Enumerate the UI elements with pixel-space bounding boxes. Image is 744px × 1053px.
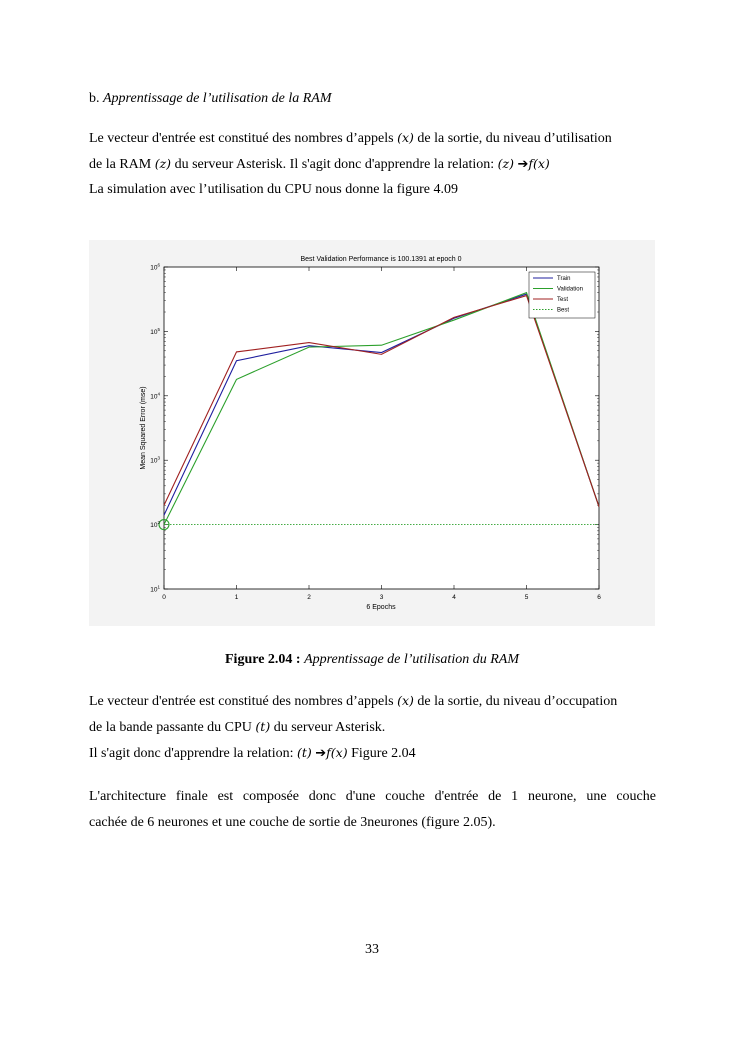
chart-title: Best Validation Performance is 100.1391 at epoch 0 [300,256,462,263]
y-tick-label: $10^3$ [150,455,160,465]
y-tick-label: $10^2$ [150,520,160,530]
variable-t: (t) [255,719,271,734]
relation-lhs: (z) [497,156,514,171]
relation-rhs: f(x) [326,745,348,760]
page-number: 33 [365,942,379,957]
arrow-icon: ➔ [315,746,327,761]
x-tick-label: 5 [524,594,529,601]
paragraph2-line1-start: Le vecteur d'entrée est constitué des nombres d’appels [89,694,394,709]
paragraph2-line3 [89,741,416,766]
x-tick-label: 4 [452,594,456,601]
paragraph2-line1 [89,689,617,714]
paragraph1-line2-start: de la RAM [89,157,152,172]
y-tick-label: $10^4$ [150,391,160,401]
variable-z: (z) [154,156,172,171]
x-tick-label: 6 [597,594,601,601]
paragraph1-line3: La simulation avec l’utilisation du CPU nous donne la figure 4.09 [89,182,458,197]
y-axis-label: Mean Squared Error (mse) [140,386,147,470]
paragraph2-line2-end: du serveur Asterisk. [273,720,386,735]
x-tick-label: 0 [162,594,166,601]
x-axis-label: 6 Epochs [366,604,396,611]
paragraph1-line1 [89,126,612,151]
legend [529,272,595,318]
section-heading [89,87,332,111]
y-tick-label: $10^1$ [150,584,160,594]
paragraph2-line2-start: de la bande passante du CPU [89,720,252,735]
performance-chart [89,240,655,626]
legend-label: Train [557,276,571,282]
paragraph3-line2: cachée de 6 neurones et une couche de sortie de 3neurones (figure 2.05). [89,815,496,830]
arrow-icon: ➔ [517,157,529,172]
caption-label: Figure 2.04 : [225,652,301,667]
relation-rhs: f(x) [528,156,550,171]
section-letter: b. [89,91,100,106]
paragraph1-line1-start: Le vecteur d'entrée est constitué des nombres d’appels [89,131,394,146]
paragraph2-line1-end: de la sortie, du niveau d’occupation [417,694,618,709]
relation-lhs: (t) [296,745,312,760]
legend-label: Best [557,307,570,314]
variable-x: (x) [397,130,414,145]
paragraph2-line3-start: Il s'agit donc d'apprendre la relation: [89,746,294,761]
paragraph1-line1-end: de la sortie, du niveau d’utilisation [417,131,612,146]
legend-label: Validation [557,286,583,293]
paragraph2-line2 [89,715,385,740]
paragraph1-line2 [89,152,550,177]
section-title: Apprentissage de l’utilisation de la RAM [103,91,332,106]
x-tick-label: 3 [379,594,384,601]
legend-label: Test [557,297,569,303]
variable-x: (x) [397,693,414,708]
figure [89,240,655,626]
paragraph1-line2-end: du serveur Asterisk. Il s'agit donc d'apprendre la relation: [174,157,495,172]
y-tick-label: $10^5$ [150,326,160,336]
x-tick-label: 2 [307,594,311,601]
caption-text: Apprentissage de l’utilisation du RAM [304,652,519,667]
y-tick-label: $10^6$ [150,262,160,272]
figure-caption [0,650,744,670]
paragraph2-line3-end: Figure 2.04 [351,746,416,761]
paragraph3-line1: L'architecture finale est composée donc d'une couche d'entrée de 1 neurone, une couche [89,789,656,804]
x-tick-label: 1 [234,594,239,601]
